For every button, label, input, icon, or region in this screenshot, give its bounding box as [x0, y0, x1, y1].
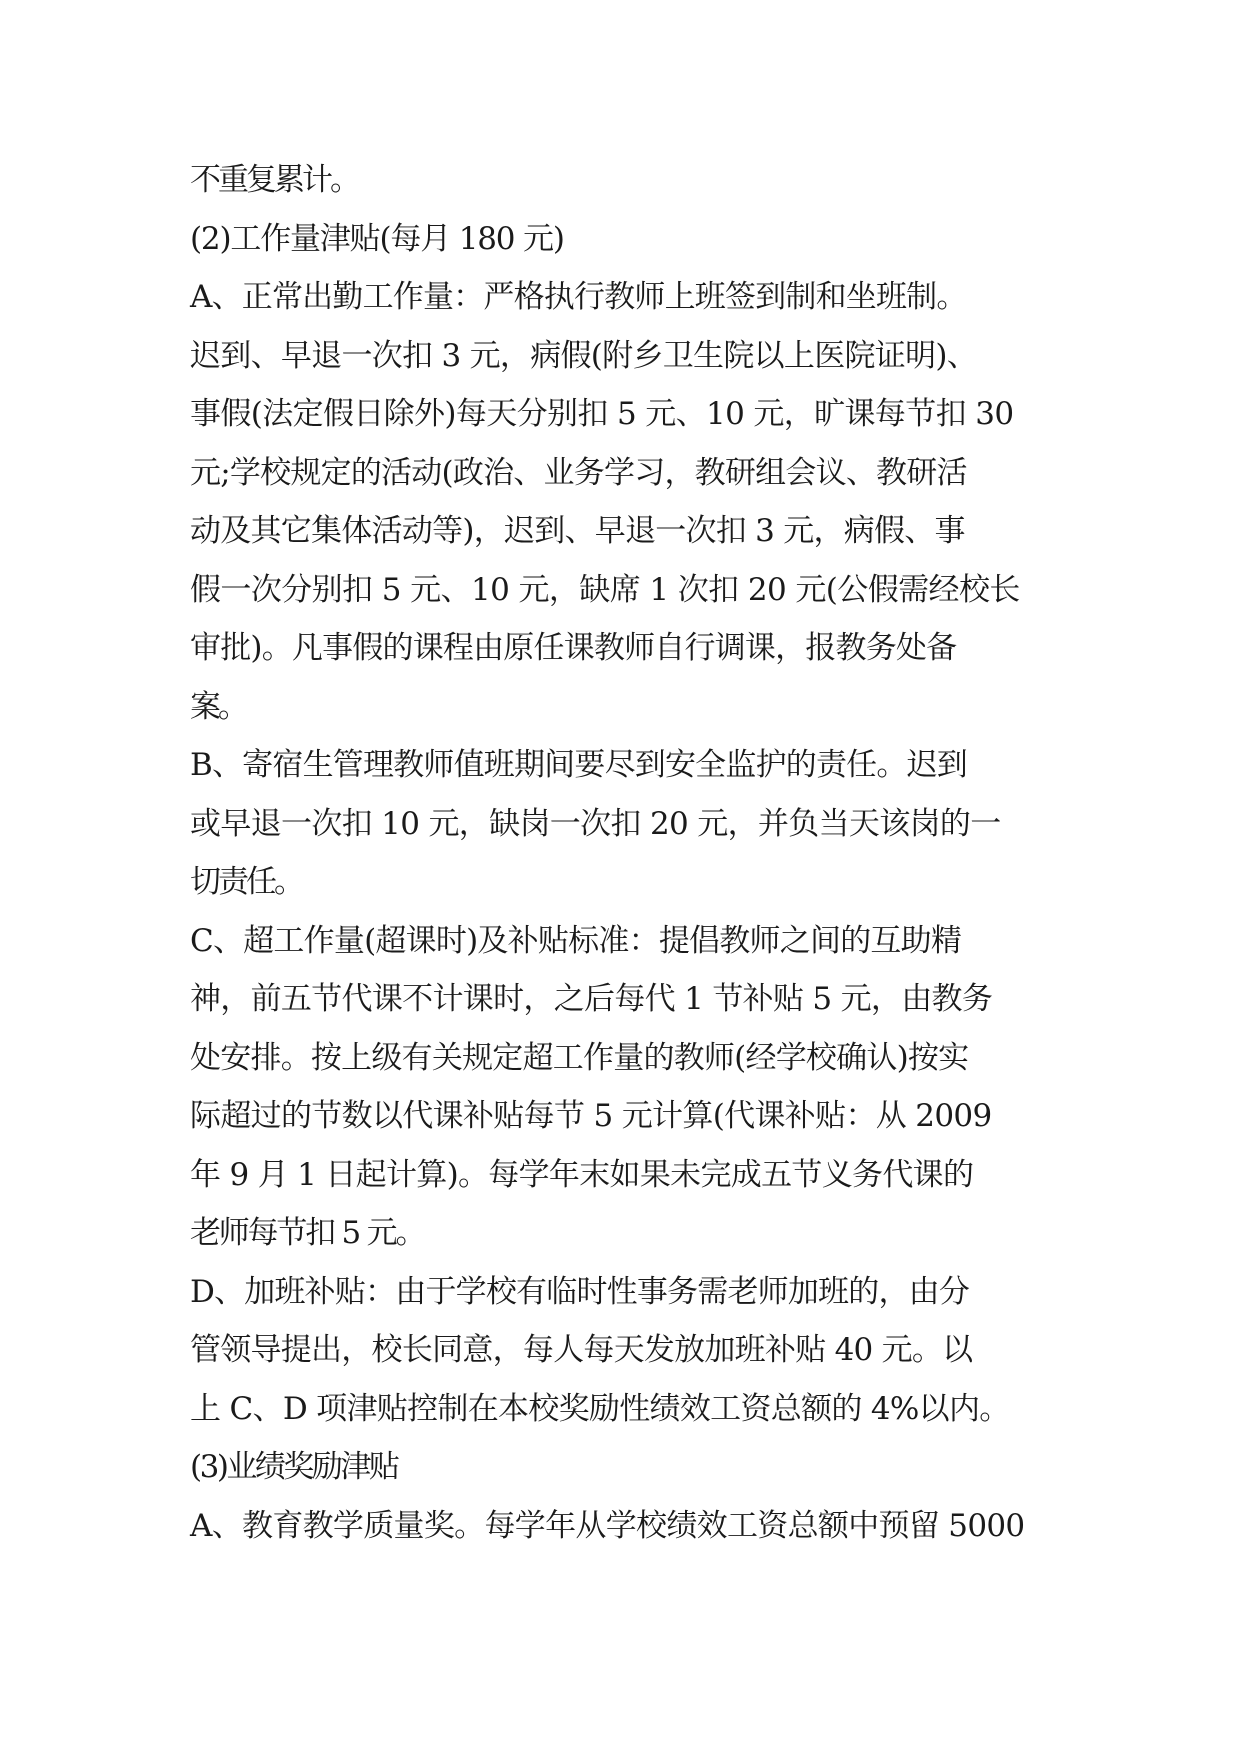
text-line: 年 9 月 1 日起计算)。每学年末如果未完成五节义务代课的: [190, 1156, 974, 1193]
text-line: 动及其它集体活动等)，迟到、早退一次扣 3 元，病假、事: [190, 513, 965, 549]
section-heading: (3)业绩奖励津贴: [190, 1449, 398, 1485]
text-line: 元;学校规定的活动(政治、业务学习，教研组会议、教研活: [190, 454, 967, 491]
text-line: 迟到、早退一次扣 3 元，病假(附乡卫生院以上医院证明)、: [190, 337, 978, 374]
document-body: [190, 151, 1060, 1555]
text-line: 不重复累计。: [190, 162, 358, 198]
text-line: 老师每节扣 5 元。: [190, 1215, 425, 1251]
text-line: 审批)。凡事假的课程由原任课教师自行调课，报教务处备: [190, 630, 957, 666]
text-line: A、教育教学质量奖。每学年从学校绩效工资总额中预留 5000: [190, 1507, 1025, 1544]
text-line: 假一次分别扣 5 元、10 元，缺席 1 次扣 20 元(公假需经校长: [190, 571, 1020, 608]
text-line: 上 C、D 项津贴控制在本校奖励性绩效工资总额的 4%以内。: [190, 1390, 1010, 1427]
text-line: 际超过的节数以代课补贴每节 5 元计算(代课补贴：从 2009: [190, 1098, 992, 1134]
text-line: 切责任。: [190, 864, 302, 900]
text-line: 或早退一次扣 10 元，缺岗一次扣 20 元，并负当天该岗的一: [190, 805, 1001, 842]
text-line: A、正常出勤工作量：严格执行教师上班签到制和坐班制。: [190, 279, 967, 315]
section-heading: (2)工作量津贴(每月 180 元): [190, 220, 564, 257]
text-line: D、加班补贴：由于学校有临时性事务需老师加班的，由分: [190, 1273, 970, 1310]
text-line: B、寄宿生管理教师值班期间要尽到安全监护的责任。迟到: [190, 747, 967, 783]
text-line: 案。: [190, 688, 246, 725]
text-line: 事假(法定假日除外)每天分别扣 5 元、10 元，旷课每节扣 30: [190, 396, 1014, 432]
text-line: 处安排。按上级有关规定超工作量的教师(经学校确认)按实: [190, 1039, 969, 1076]
text-line: C、超工作量(超课时)及补贴标准：提倡教师之间的互助精: [190, 922, 962, 959]
text-line: 神，前五节代课不计课时，之后每代 1 节补贴 5 元，由教务: [190, 981, 993, 1017]
text-line: 管领导提出，校长同意，每人每天发放加班补贴 40 元。以: [190, 1332, 973, 1368]
